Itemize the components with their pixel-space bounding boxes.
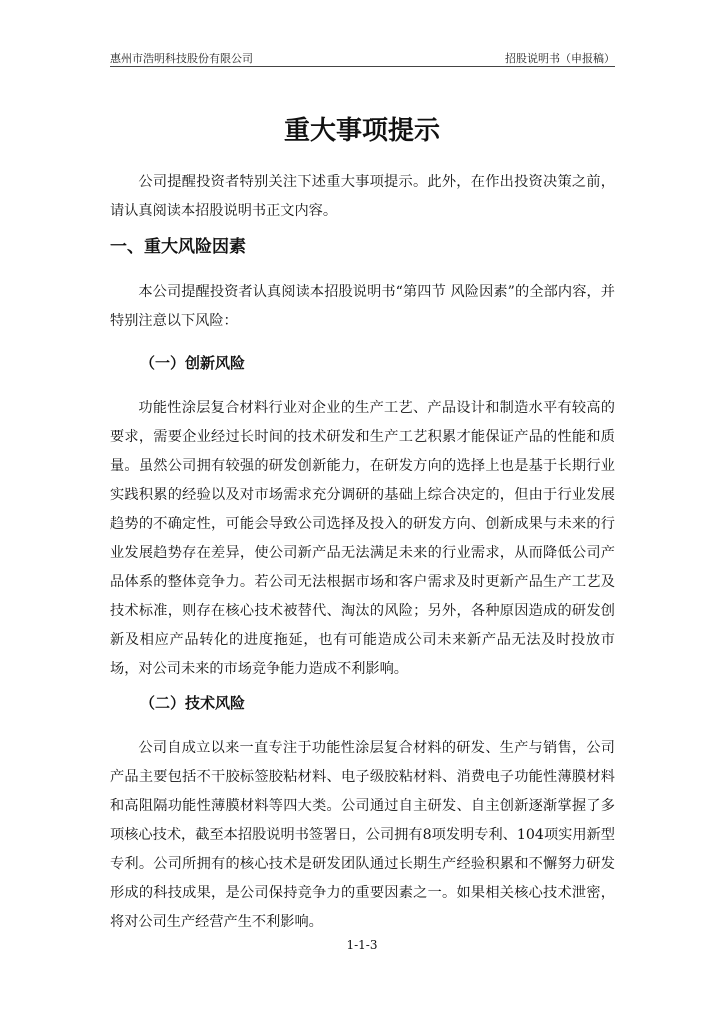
header-divider [110, 66, 615, 67]
subsection-heading-technology-risk: （二）技术风险 [140, 694, 246, 712]
section-intro-paragraph: 本公司提醒投资者认真阅读本招股说明书“第四节 风险因素”的全部内容，并特别注意以下风险： [110, 284, 615, 329]
page-header [110, 50, 615, 66]
intro-paragraph: 公司提醒投资者特别关注下述重大事项提示。此外，在作出投资决策之前，请认真阅读本招股说明书正文内容。 [110, 174, 615, 219]
page-number: 1-1-3 [346, 938, 378, 952]
innovation-risk-paragraph: 功能性涂层复合材料行业对企业的生产工艺、产品设计和制造水平有较高的要求，需要企业经过长时间的技术研发和生产工艺积累才能保证产品的性能和质量。虽然公司拥有较强的研发创新能力，在研发方向的选择上也是基于长期行业实践积累的经验以及对市场需求充分调研的基础上综合决定的，但由于行业发展趋势的不确定性，可能会导致公司选择及投入的研发方向、创新成果与未来的行业发展趋势存在差异，使公司新产品无法满足未来的行业需求，从而降低公司产品体系的整体竞争力。若公司无法根据市场和客户需求及时更新产品生产工艺及技术标准，则存在核心技术被替代、淘汰的风险；另外，各种原因造成的研发创新及相应产品转化的进度拖延，也有可能造成公司未来新产品无法及时投放市场，对公司未来的市场竞争能力造成不利影响。 [110, 400, 615, 677]
subsection-heading-innovation-risk: （一）创新风险 [140, 354, 246, 372]
header-document-type: 招股说明书（申报稿） [505, 52, 615, 65]
header-company-name: 惠州市浩明科技股份有限公司 [110, 52, 253, 65]
technology-risk-paragraph: 公司自成立以来一直专注于功能性涂层复合材料的研发、生产与销售，公司产品主要包括不干胶标签胶粘材料、电子级胶粘材料、消费电子功能性薄膜材料和高阻隔功能性薄膜材料等四大类。公司通过自主研发、自主创新逐渐掌握了多项核心技术，截至本招股说明书签署日，公司拥有8项发明专利、104项实用新型专利。公司所拥有的核心技术是研发团队通过长期生产经验积累和不懈努力研发形成的科技成果，是公司保持竞争力的重要因素之一。如果相关核心技术泄密，将对公司生产经营产生不利影响。 [110, 740, 615, 930]
section-heading-major-risks: 一、重大风险因素 [110, 237, 246, 257]
page-title: 重大事项提示 [283, 116, 440, 146]
